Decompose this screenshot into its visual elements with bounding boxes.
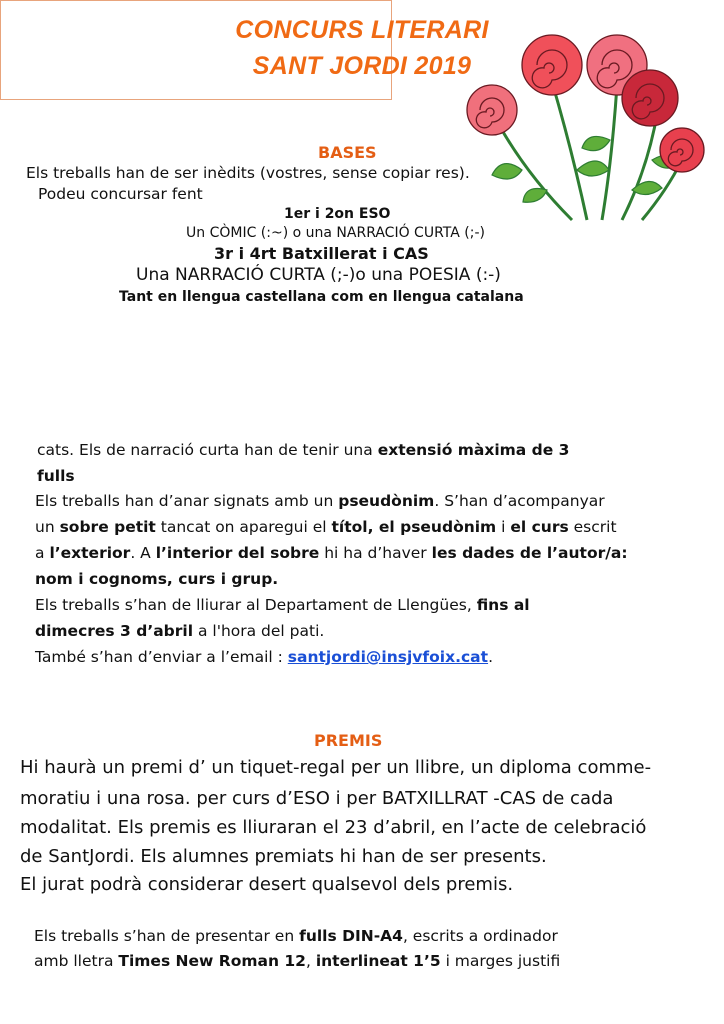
- bases-line-2: Podeu concursar fent: [38, 185, 203, 203]
- title-line-1: CONCURS LITERARI: [235, 16, 489, 44]
- bases-line-7: Tant en llengua castellana com en llengua catalana: [119, 289, 524, 305]
- roses-illustration-icon: [452, 20, 712, 225]
- format-line-1: Els treballs s’han de presentar en fulls DIN-A4, escrits a ordinador: [34, 927, 558, 945]
- premis-heading: PREMIS: [314, 731, 383, 750]
- email-link[interactable]: santjordi@insjvfoix.cat: [287, 648, 489, 666]
- format-line-2: amb lletra Times New Roman 12, interlineat 1’5 i marges justifi: [34, 952, 561, 970]
- rules-line-6: nom i cognoms, curs i grup.: [35, 570, 279, 588]
- title-box: [0, 0, 489, 100]
- rules-line-5: a l’exterior. A l’interior del sobre hi ha d’haver les dades de l’autor/a:: [35, 544, 628, 562]
- rules-line-7: Els treballs s’han de lliurar al Departament de Llengües, fins al: [35, 596, 530, 614]
- premis-line-3: modalitat. Els premis es lliuraran el 23 d’abril, en l’acte de celebració: [20, 817, 647, 838]
- premis-line-2: moratiu i una rosa. per curs d’ESO i per BATXILLRAT -CAS de cada: [20, 788, 614, 809]
- premis-line-5: El jurat podrà considerar desert qualsevol dels premis.: [20, 874, 514, 895]
- rules-line-3: Els treballs han d’anar signats amb un pseudònim. S’han d’acompanyar: [35, 492, 605, 510]
- premis-line-4: de SantJordi. Els alumnes premiats hi han de ser presents.: [20, 846, 547, 867]
- bases-line-5: 3r i 4rt Batxillerat i CAS: [214, 244, 429, 263]
- title-line-2: SANT JORDI 2019: [252, 52, 472, 80]
- rules-line-1: cats. Els de narració curta han de tenir una extensió màxima de 3: [37, 441, 570, 459]
- bases-line-4: Un CÒMIC (:~) o una NARRACIÓ CURTA (;-): [186, 225, 485, 241]
- rules-line-4: un sobre petit tancat on aparegui el títol, el pseudònim i el curs escrit: [35, 518, 617, 536]
- bases-line-3: 1er i 2on ESO: [284, 206, 391, 222]
- bases-heading: BASES: [318, 143, 377, 162]
- premis-line-1: Hi haurà un premi d’ un tiquet-regal per un llibre, un diploma comme-: [20, 757, 652, 778]
- rules-line-8: dimecres 3 d’abril a l'hora del pati.: [35, 622, 325, 640]
- bases-line-1: Els treballs han de ser inèdits (vostres, sense copiar res).: [26, 164, 470, 182]
- bases-line-6: Una NARRACIÓ CURTA (;-)o una POESIA (:-): [136, 265, 501, 285]
- rules-line-9: També s’han d’enviar a l’email : santjordi@insjvfoix.cat.: [35, 648, 493, 666]
- rules-line-2: fulls: [37, 467, 75, 485]
